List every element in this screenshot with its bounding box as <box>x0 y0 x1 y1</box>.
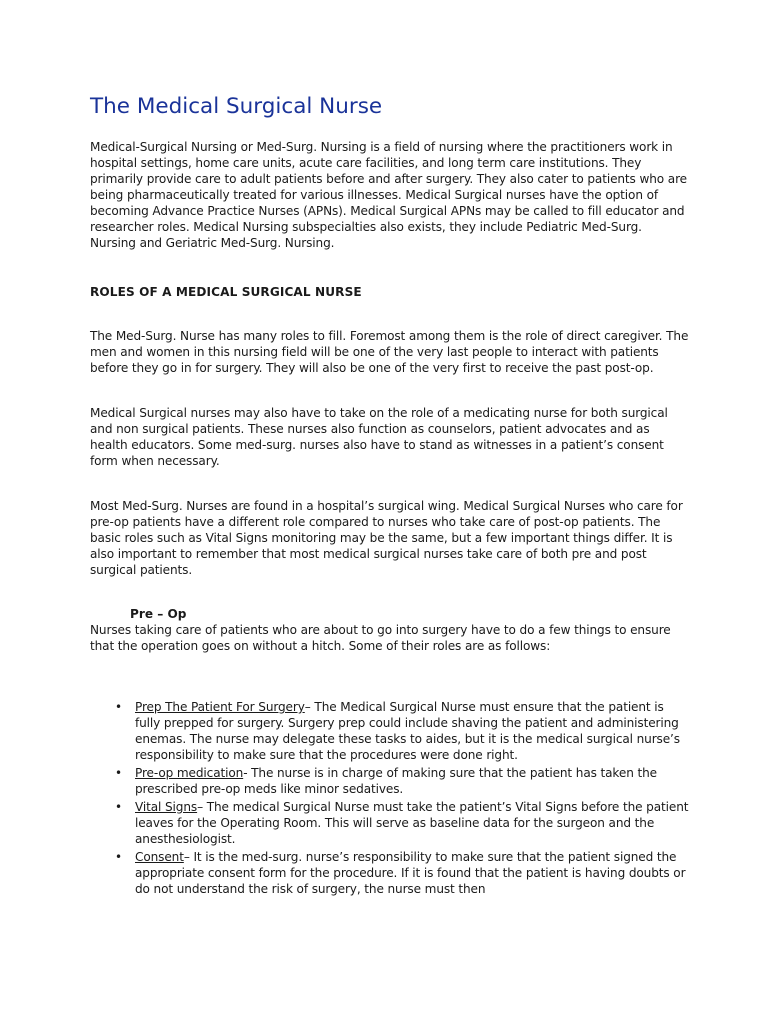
preop-paragraph: Nurses taking care of patients who are about to go into surgery have to do a few things to ensure that the operation goes on without a hitch. Some of their roles are as follows: <box>90 623 671 653</box>
bullet-icon: • <box>115 850 122 864</box>
list-item-text: - The nurse is in charge of making sure that the patient has taken the prescribed pre-op meds like minor sedatives. <box>135 766 657 796</box>
list-item <box>90 799 690 847</box>
list-item-term: Vital Signs <box>135 800 198 814</box>
list-item <box>90 849 690 897</box>
bullet-icon: • <box>115 700 122 714</box>
document-title: The Medical Surgical Nurse <box>90 94 383 119</box>
preop-roles-list <box>90 699 690 897</box>
roles-paragraph-3: Most Med-Surg. Nurses are found in a hospital’s surgical wing. Medical Surgical Nurses who care for pre-op patients have a different role compared to nurses who take care of post-op patients. The basic roles such as Vital Signs monitoring may be the same, but a few important things differ. It is also important to remember that most medical surgical nurses take care of both pre and post surgical patients. <box>90 499 683 577</box>
list-item <box>90 765 690 797</box>
roles-heading: ROLES OF A MEDICAL SURGICAL NURSE <box>90 285 362 299</box>
list-item-term: Pre-op medication <box>135 766 244 780</box>
bullet-icon: • <box>115 800 122 814</box>
list-item-text: – The medical Surgical Nurse must take the patient’s Vital Signs before the patient leaves for the Operating Room. This will serve as baseline data for the surgeon and the anesthesiologist. <box>135 800 689 846</box>
bullet-icon: • <box>115 766 122 780</box>
list-item-term: Prep The Patient For Surgery <box>135 700 305 714</box>
preop-heading: Pre – Op <box>130 607 187 621</box>
list-item <box>90 699 690 763</box>
list-item-text: – The Medical Surgical Nurse must ensure that the patient is fully prepped for surgery. Surgery prep could include shaving the patient and administering enemas. The nurse may delegate these tasks to aides, but it is the medical surgical nurse’s responsibility to make sure that the procedures were done right. <box>135 700 680 762</box>
list-item-term: Consent <box>135 850 184 864</box>
list-item-text: – It is the med-surg. nurse’s responsibility to make sure that the patient signed the appropriate consent form for the procedure. If it is found that the patient is having doubts or do not understand the risk of surgery, the nurse must then <box>135 850 686 896</box>
roles-paragraph-2: Medical Surgical nurses may also have to take on the role of a medicating nurse for both surgical and non surgical patients. These nurses also function as counselors, patient advocates and as health educators. Some med-surg. nurses also have to stand as witnesses in a patient’s consent form when necessary. <box>90 406 668 468</box>
intro-paragraph: Medical-Surgical Nursing or Med-Surg. Nursing is a field of nursing where the practitioners work in hospital settings, home care units, acute care facilities, and long term care institutions. They primarily provide care to adult patients before and after surgery. They also cater to patients who are being pharmaceutically treated for various illnesses. Medical Surgical nurses have the option of becoming Advance Practice Nurses (APNs). Medical Surgical APNs may be called to fill educator and researcher roles. Medical Nursing subspecialties also exists, they include Pediatric Med-Surg. Nursing and Geriatric Med-Surg. Nursing. <box>90 140 687 250</box>
roles-paragraph-1: The Med-Surg. Nurse has many roles to fill. Foremost among them is the role of direct caregiver. The men and women in this nursing field will be one of the very last people to interact with patients before they go in for surgery. They will also be one of the very first to receive the past post-op. <box>90 329 689 375</box>
document-page <box>90 94 690 899</box>
